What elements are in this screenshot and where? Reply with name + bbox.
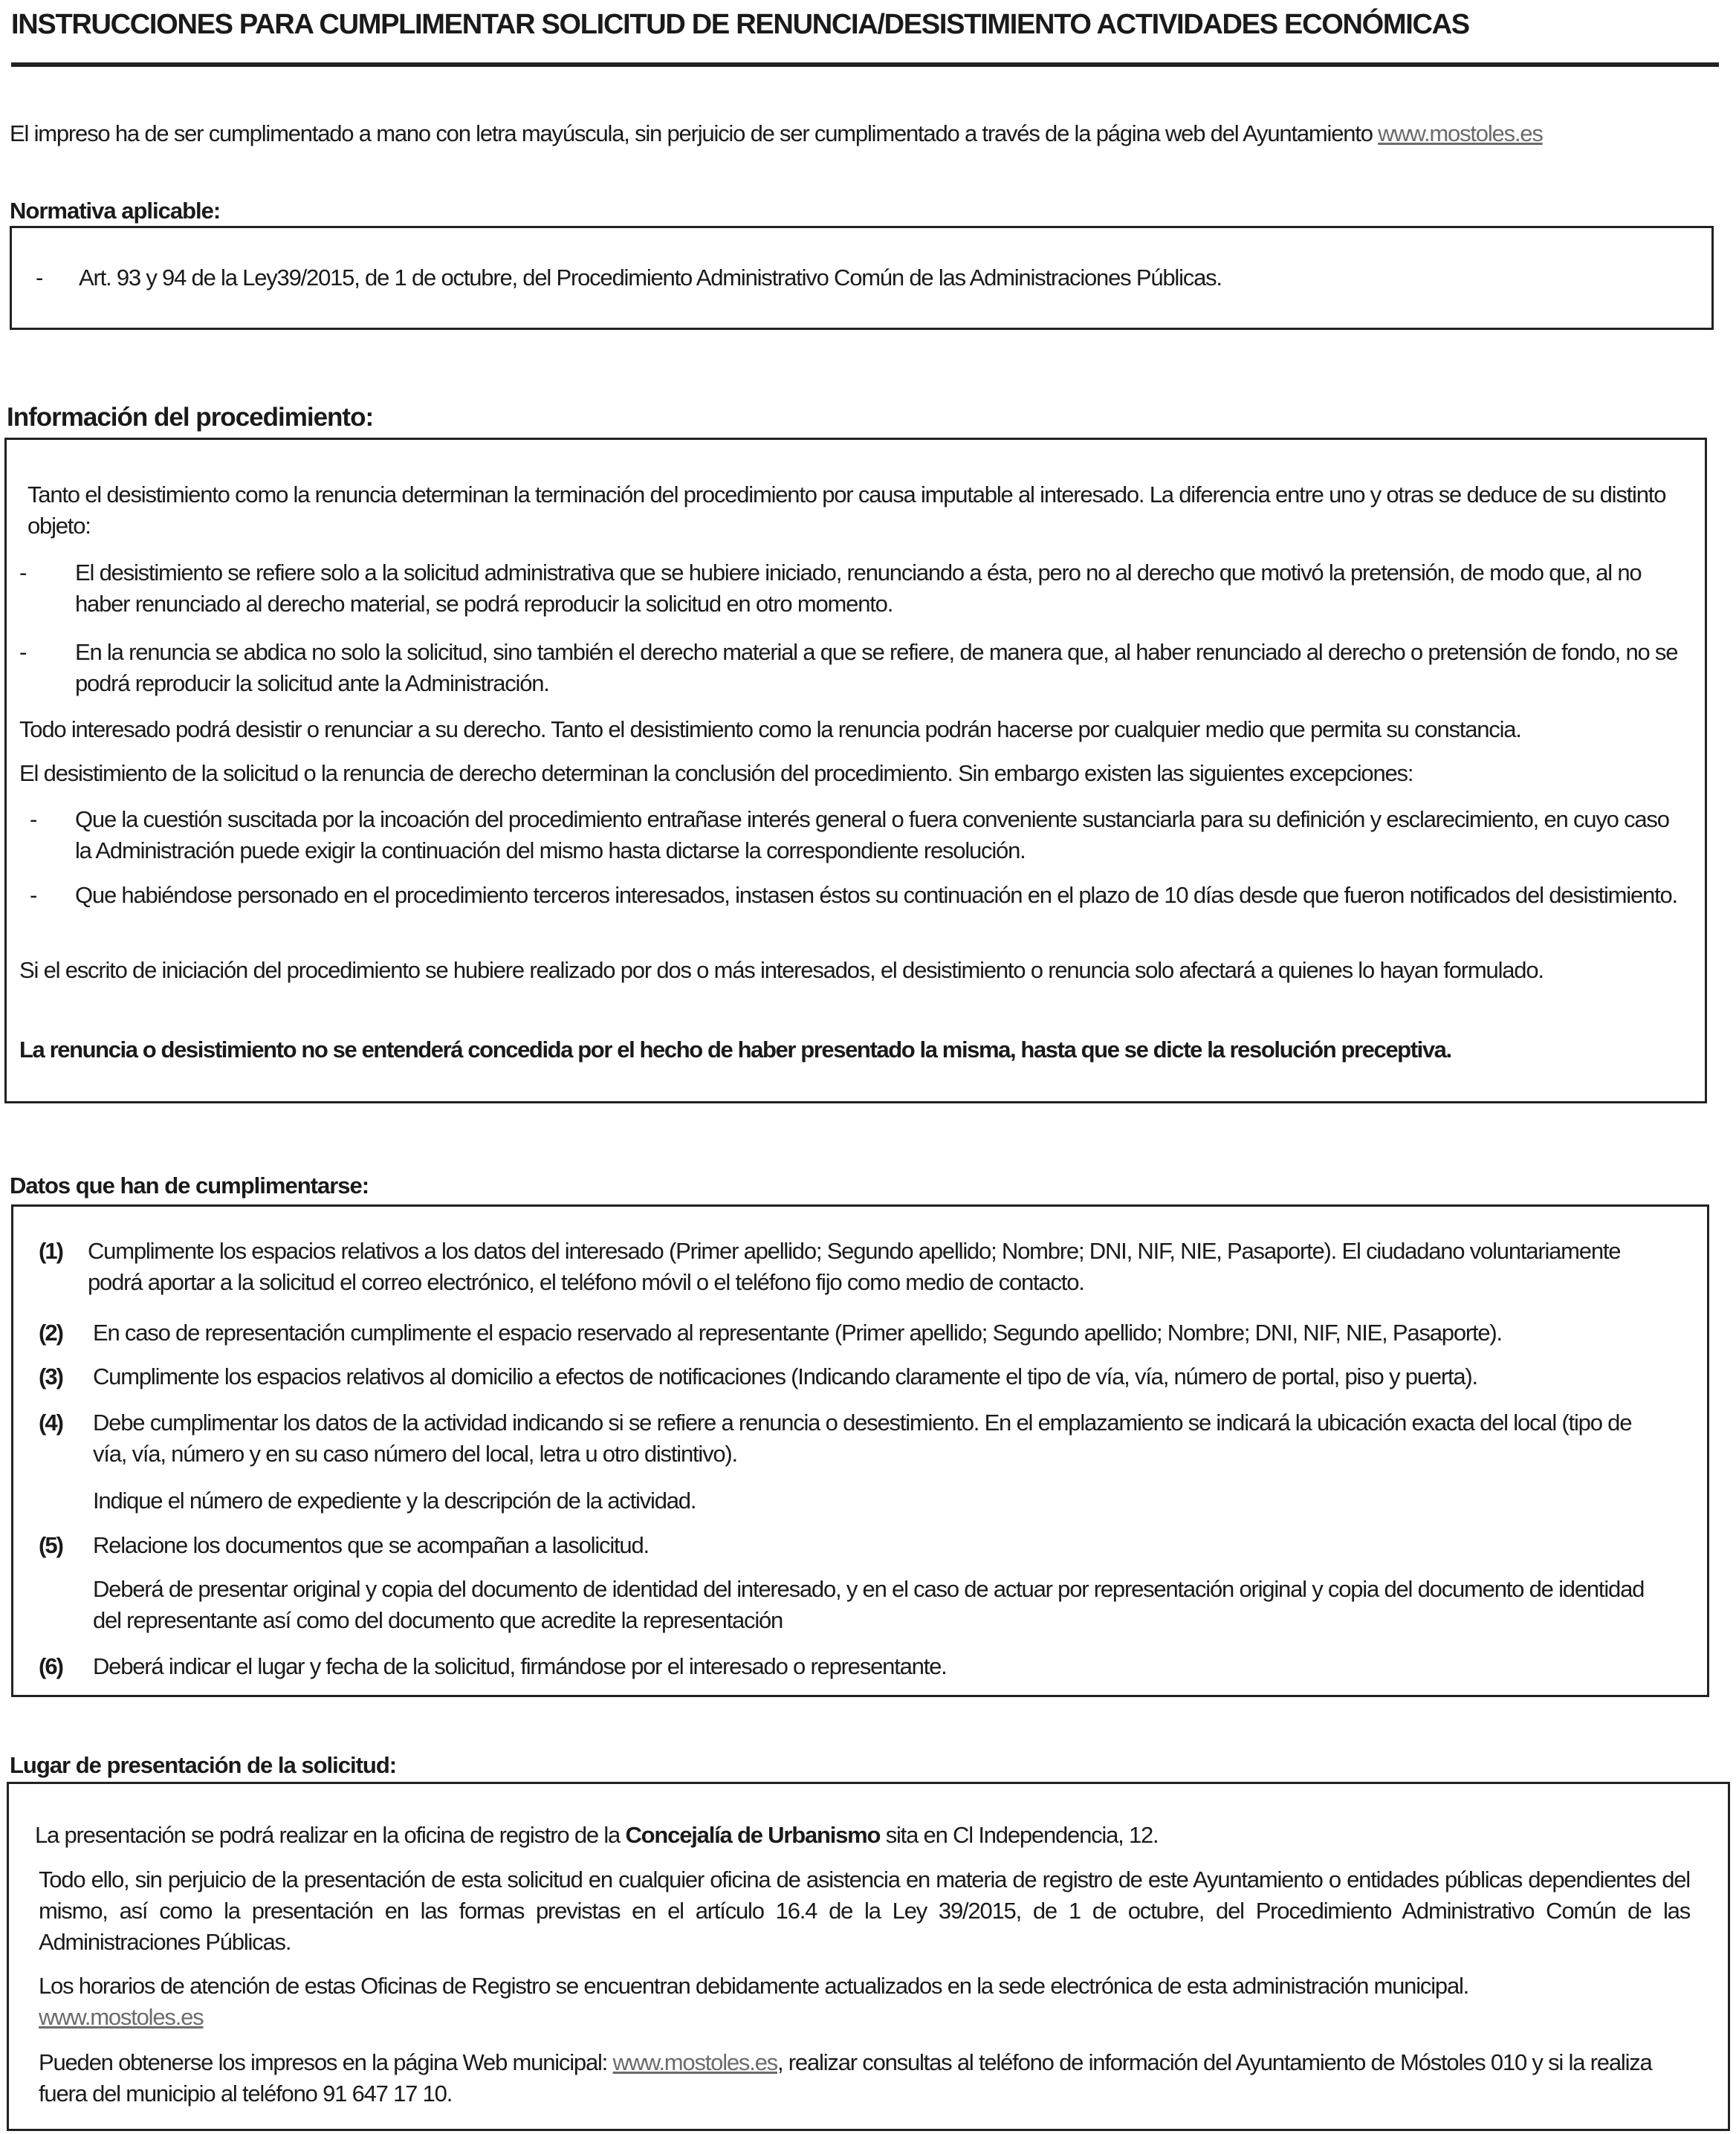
bullet-dash: - bbox=[30, 806, 38, 832]
datos-item: Relacione los documentos que se acompañan a lasolicitud. bbox=[93, 1532, 649, 1558]
datos-item: Cumplimente los espacios relativos al domicilio a efectos de notificaciones (Indicando claramente el tipo de vía, vía, número de portal, piso y puerta). bbox=[93, 1363, 1477, 1389]
datos-item-note: Deberá de presentar original y copia del documento de identidad del interesado, y en el caso de actuar por representación original y copia del documento de identidad del representante así como del documento que acredite la representación bbox=[93, 1576, 1645, 1633]
lugar-text: La presentación se podrá realizar en la oficina de registro de la bbox=[35, 1822, 626, 1848]
info-paragraph: Todo interesado podrá desistir o renunciar a su derecho. Tanto el desistimiento como la renuncia podrán hacerse por cualquier medio que permita su constancia. bbox=[19, 716, 1521, 742]
item-number: (6) bbox=[39, 1653, 62, 1679]
intro-text bbox=[10, 118, 1734, 149]
bullet-dash: - bbox=[36, 265, 44, 291]
lugar-heading: Lugar de presentación de la solicitud: bbox=[10, 1752, 397, 1778]
info-paragraph: Tanto el desistimiento como la renuncia determinan la terminación del procedimiento por causa imputable al interesado. La diferencia entre uno y otras se deduce de su distinto objeto: bbox=[27, 481, 1666, 539]
info-bullet: Que habiéndose personado en el procedimiento terceros interesados, instasen éstos su continuación en el plazo de 10 días desde que fueron notificados del desistimiento. bbox=[75, 882, 1677, 908]
lugar-text: , realizar consultas al teléfono de información del Ayuntamiento de Móstoles 010 y si la realiza fuera del municipio al teléfono 91 647 17 10. bbox=[39, 2049, 1652, 2107]
lugar-paragraph: Todo ello, sin perjuicio de la presentación de esta solicitud en cualquier oficina de asistencia en materia de registro de este Ayuntamiento o entidades públicas dependientes del mismo, así como la presentación en las formas previstas en el artículo 16.4 de la Ley 39/2015, de 1 de octubre, del Procedimiento Administrativo Común de las Administraciones Públicas. bbox=[39, 1867, 1690, 1955]
normativa-item: Art. 93 y 94 de la Ley39/2015, de 1 de octubre, del Procedimiento Administrativo Común de las Administraciones Públicas. bbox=[79, 265, 1222, 291]
item-number: (1) bbox=[39, 1238, 62, 1264]
datos-item-note: Indique el número de expediente y la descripción de la actividad. bbox=[93, 1488, 696, 1514]
title-rule bbox=[11, 62, 1719, 67]
normativa-box bbox=[10, 226, 1714, 330]
item-number: (4) bbox=[39, 1410, 62, 1436]
intro-label: El impreso ha de ser cumplimentado a mano con letra mayúscula, sin perjuicio de ser cumplimentado a través de la página web del Ayuntamiento bbox=[10, 120, 1379, 146]
info-bullet: Que la cuestión suscitada por la incoación del procedimiento entrañase interés general o fuera conveniente sustanciarla para su definición y esclarecimiento, en cuyo caso la Administración puede exigir la continuación del mismo hasta dictarse la correspondiente resolución. bbox=[75, 806, 1669, 863]
info-bullet: En la renuncia se abdica no solo la solicitud, sino también el derecho material a que se refiere, de manera que, al haber renunciado al derecho o pretensión de fondo, no se podrá reproducir la solicitud ante la Administración. bbox=[75, 639, 1678, 696]
lugar-text: sita en Cl Independencia, 12. bbox=[880, 1822, 1159, 1848]
lugar-paragraph bbox=[35, 1820, 1700, 1851]
info-paragraph: Si el escrito de iniciación del procedimiento se hubiere realizado por dos o más interesados, el desistimiento o renuncia solo afectará a quienes lo hayan formulado. bbox=[19, 957, 1544, 983]
mostoles-link[interactable]: www.mostoles.es bbox=[39, 2004, 204, 2030]
lugar-text: Los horarios de atención de estas Oficinas de Registro se encuentran debidamente actualizados en la sede electrónica de esta administración municipal. bbox=[39, 1973, 1469, 1999]
normativa-heading: Normativa aplicable: bbox=[10, 198, 221, 224]
informacion-heading: Información del procedimiento: bbox=[7, 403, 374, 432]
bullet-dash: - bbox=[30, 882, 38, 908]
item-number: (3) bbox=[39, 1363, 62, 1389]
datos-item: Debe cumplimentar los datos de la actividad indicando si se refiere a renuncia o desestimiento. En el emplazamiento se indicará la ubicación exacta del local (tipo de vía, vía, número y en su caso número del local, letra u otro distintivo). bbox=[93, 1410, 1632, 1467]
info-bullet: El desistimiento se refiere solo a la solicitud administrativa que se hubiere iniciado, renunciando a ésta, pero no al derecho que motivó la pretensión, de modo que, al no haber renunciado al derecho material, se podrá reproducir la solicitud en otro momento. bbox=[75, 560, 1642, 617]
page-title: INSTRUCCIONES PARA CUMPLIMENTAR SOLICITUD DE RENUNCIA/DESISTIMIENTO ACTIVIDADES ECONÓMICAS bbox=[11, 9, 1469, 40]
lugar-paragraph bbox=[39, 2047, 1690, 2109]
datos-item: En caso de representación cumplimente el espacio reservado al representante (Primer apellido; Segundo apellido; Nombre; DNI, NIF, NIE, Pasaporte). bbox=[93, 1320, 1502, 1346]
info-paragraph: El desistimiento de la solicitud o la renuncia de derecho determinan la conclusión del procedimiento. Sin embargo existen las siguientes excepciones: bbox=[19, 760, 1413, 786]
datos-heading: Datos que han de cumplimentarse: bbox=[10, 1173, 369, 1199]
bullet-dash: - bbox=[19, 639, 27, 665]
item-number: (5) bbox=[39, 1532, 62, 1558]
info-bold-note: La renuncia o desistimiento no se entenderá concedida por el hecho de haber presentado la misma, hasta que se dicte la resolución preceptiva. bbox=[19, 1037, 1451, 1063]
datos-item: Deberá indicar el lugar y fecha de la solicitud, firmándose por el interesado o representante. bbox=[93, 1653, 947, 1679]
concejalia-name: Concejalía de Urbanismo bbox=[625, 1822, 881, 1848]
datos-item: Cumplimente los espacios relativos a los datos del interesado (Primer apellido; Segundo apellido; Nombre; DNI, NIF, NIE, Pasaporte). El ciudadano voluntariamente podrá aportar a la solicitud el correo electrónico, el teléfono móvil o el teléfono fijo como medio de contacto. bbox=[88, 1238, 1621, 1295]
mostoles-link[interactable]: www.mostoles.es bbox=[612, 2049, 777, 2075]
item-number: (2) bbox=[39, 1320, 62, 1346]
mostoles-link[interactable]: www.mostoles.es bbox=[1378, 120, 1543, 146]
bullet-dash: - bbox=[19, 560, 27, 586]
lugar-text: Pueden obtenerse los impresos en la página Web municipal: bbox=[39, 2049, 613, 2075]
lugar-paragraph bbox=[39, 1971, 1690, 2033]
